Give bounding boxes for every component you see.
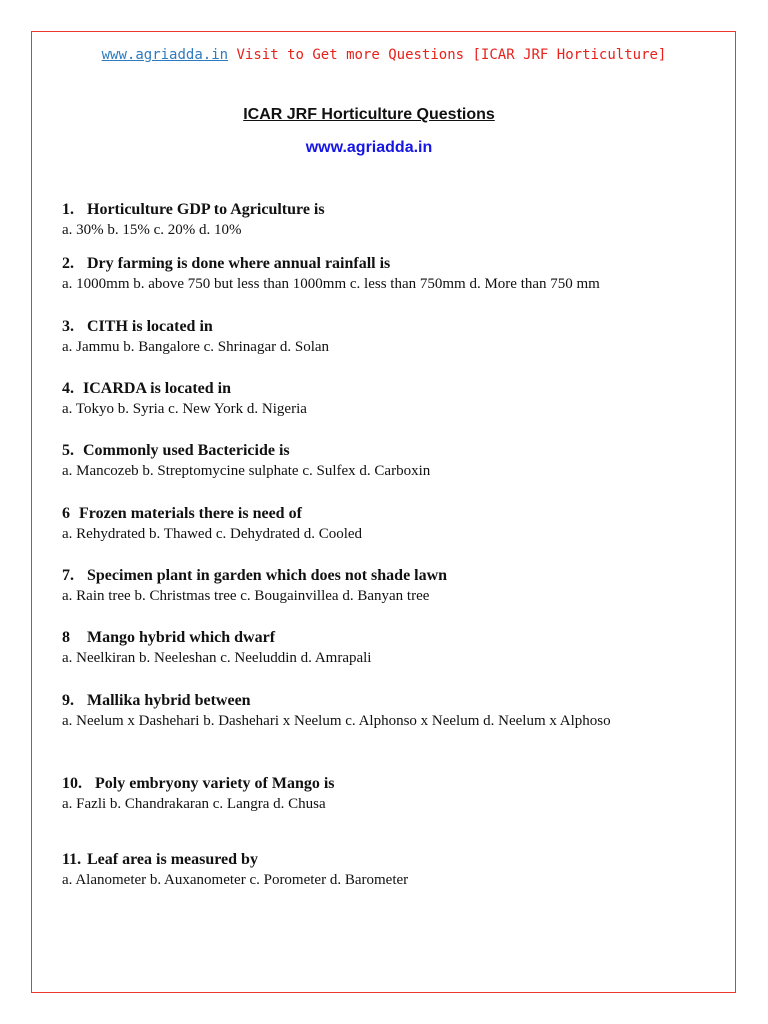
- question-4: [62, 379, 674, 419]
- question-options: a. Mancozeb b. Streptomycine sulphate c. Sulfex d. Carboxin: [62, 463, 431, 479]
- question-stem: Frozen materials there is need of: [79, 505, 302, 522]
- question-text: [62, 200, 674, 220]
- question-3: [62, 317, 674, 357]
- question-options: a. Neelkiran b. Neeleshan c. Neeluddin d. Amrapali: [62, 650, 372, 666]
- question-text: [62, 774, 674, 794]
- question-8: [62, 628, 674, 668]
- question-options: a. Tokyo b. Syria c. New York d. Nigeria: [62, 401, 307, 417]
- question-stem: CITH is located in: [87, 318, 213, 335]
- question-stem: Dry farming is done where annual rainfall is: [87, 255, 391, 272]
- document-title: ICAR JRF Horticulture Questions: [243, 106, 495, 123]
- question-stem: Specimen plant in garden which does not shade lawn: [87, 567, 448, 584]
- question-number: 9.: [62, 692, 74, 709]
- question-2: [62, 254, 674, 294]
- question-11: [62, 850, 674, 890]
- question-options: a. Fazli b. Chandrakaran c. Langra d. Chusa: [62, 796, 326, 812]
- document-site-link[interactable]: www.agriadda.in: [305, 139, 433, 156]
- question-text: [62, 317, 674, 337]
- question-text: [62, 628, 674, 648]
- question-options: a. Rehydrated b. Thawed c. Dehydrated d. Cooled: [62, 526, 363, 542]
- question-10: [62, 774, 674, 814]
- question-1: [62, 200, 674, 240]
- question-stem: Mallika hybrid between: [87, 692, 251, 709]
- question-text: [62, 850, 674, 870]
- question-stem: ICARDA is located in: [83, 380, 232, 397]
- question-number: 1.: [62, 201, 74, 218]
- question-text: [62, 691, 674, 711]
- question-options: a. Alanometer b. Auxanometer c. Porometer d. Barometer: [62, 872, 409, 888]
- question-options: a. 30% b. 15% c. 20% d. 10%: [62, 222, 242, 238]
- header-tagline: Visit to Get more Questions [ICAR JRF Horticulture]: [236, 47, 667, 63]
- question-text: [62, 566, 674, 586]
- question-9: [62, 691, 674, 731]
- question-number: 2.: [62, 255, 74, 272]
- question-number: 10.: [62, 775, 82, 792]
- question-number: 5.: [62, 442, 74, 459]
- question-text: [62, 254, 674, 274]
- question-number: 4.: [62, 380, 74, 397]
- question-options: a. Jammu b. Bangalore c. Shrinagar d. Solan: [62, 339, 330, 355]
- question-stem: Leaf area is measured by: [87, 851, 258, 868]
- question-stem: Mango hybrid which dwarf: [87, 629, 276, 646]
- question-stem: Horticulture GDP to Agriculture is: [87, 201, 325, 218]
- question-5: [62, 441, 674, 481]
- question-6: [62, 504, 674, 544]
- question-options: a. Rain tree b. Christmas tree c. Bougainvillea d. Banyan tree: [62, 588, 430, 604]
- question-number: 3.: [62, 318, 74, 335]
- question-text: [62, 441, 674, 461]
- question-stem: Poly embryony variety of Mango is: [95, 775, 335, 792]
- question-number: 6: [62, 505, 70, 522]
- question-text: [62, 504, 674, 524]
- question-number: 7.: [62, 567, 74, 584]
- question-number: 8: [62, 629, 70, 646]
- question-text: [62, 379, 674, 399]
- question-7: [62, 566, 674, 606]
- question-options: a. Neelum x Dashehari b. Dashehari x Neelum c. Alphonso x Neelum d. Neelum x Alphoso: [62, 713, 611, 729]
- question-number: 11.: [62, 851, 82, 868]
- question-stem: Commonly used Bactericide is: [83, 442, 290, 459]
- question-options: a. 1000mm b. above 750 but less than 1000mm c. less than 750mm d. More than 750 mm: [62, 276, 600, 292]
- header-site-link[interactable]: www.agriadda.in: [101, 47, 229, 63]
- header-banner: [0, 45, 768, 65]
